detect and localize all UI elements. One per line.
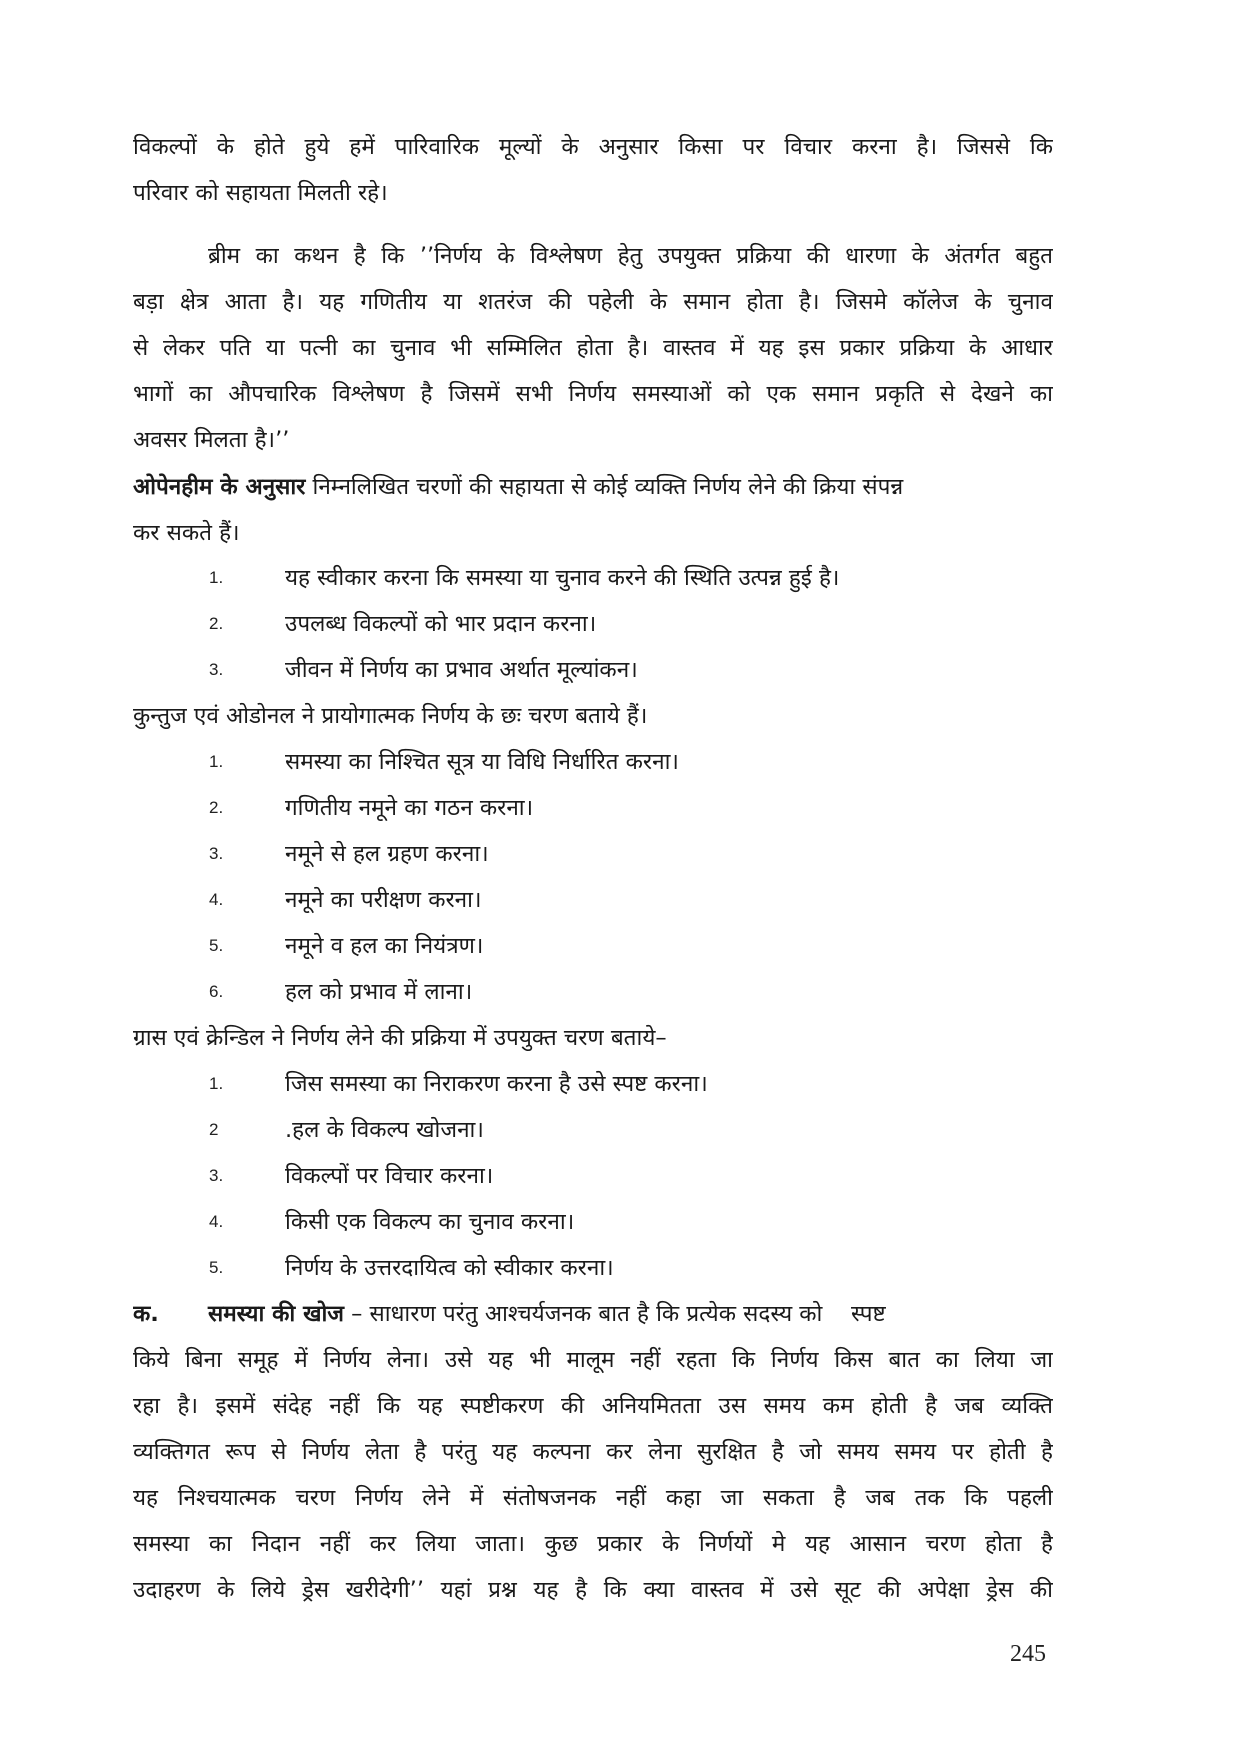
list-item: .हल के विकल्प खोजना। bbox=[285, 1117, 484, 1143]
list-number: 2 bbox=[209, 1120, 219, 1139]
list-number: 2. bbox=[209, 614, 224, 633]
list-item: किसी एक विकल्प का चुनाव करना। bbox=[285, 1209, 575, 1235]
list-item: जिस समस्या का निराकरण करना है उसे स्पष्ट करना। bbox=[285, 1071, 708, 1097]
list-number: 3. bbox=[209, 1166, 224, 1185]
list-number: 2. bbox=[209, 798, 224, 817]
paragraph-line: भागों का औपचारिक विश्लेषण है जिसमें सभी निर्णय समस्याओं को एक समान प्रकृति से देखने का bbox=[133, 381, 1053, 407]
section-title: समस्या की खोज bbox=[208, 1301, 344, 1327]
list-number: 5. bbox=[209, 936, 224, 955]
paragraph-line: परिवार को सहायता मिलती रहे। bbox=[133, 180, 388, 206]
paragraph-line: विकल्पों के होते हुये हमें पारिवारिक मूल्यों के अनुसार किसा पर विचार करना है। जिससे कि bbox=[133, 134, 1053, 160]
list-item: नमूने का परीक्षण करना। bbox=[285, 887, 482, 913]
list-item: नमूने से हल ग्रहण करना। bbox=[285, 841, 489, 867]
paragraph-line: रहा है। इसमें संदेह नहीं कि यह स्पष्टीकरण की अनियमितता उस समय कम होती है जब व्यक्ति bbox=[133, 1393, 1053, 1419]
list-number: 3. bbox=[209, 660, 224, 679]
paragraph-line: ग्रास एवं क्रेन्डिल ने निर्णय लेने की प्रक्रिया में उपयुक्त चरण बताये– bbox=[133, 1025, 667, 1051]
paragraph-text: निम्नलिखित चरणों की सहायता से कोई व्यक्ति निर्णय लेने की क्रिया संपन्न bbox=[305, 474, 904, 500]
list-item: निर्णय के उत्तरदायित्व को स्वीकार करना। bbox=[285, 1255, 614, 1281]
list-number: 4. bbox=[209, 1212, 224, 1231]
paragraph-line: अवसर मिलता है।’’ bbox=[133, 427, 290, 453]
list-item: यह स्वीकार करना कि समस्या या चुनाव करने की स्थिति उत्पन्न हुई है। bbox=[285, 565, 840, 591]
paragraph-line: उदाहरण के लिये ड्रेस खरीदेगी’’ यहां प्रश्न यह है कि क्या वास्तव में उसे सूट की अपेक्षा ड्रेस की bbox=[133, 1577, 1053, 1603]
section-marker: क. bbox=[133, 1301, 159, 1327]
bold-heading: ओपेनहीम के अनुसार bbox=[133, 474, 306, 500]
list-number: 3. bbox=[209, 844, 224, 863]
paragraph-line: किये बिना समूह में निर्णय लेना। उसे यह भी मालूम नहीं रहता कि निर्णय किस बात का लिया जा bbox=[133, 1347, 1053, 1373]
paragraph-line: यह निश्चयात्मक चरण निर्णय लेने में संतोषजनक नहीं कहा जा सकता है जब तक कि पहली bbox=[133, 1485, 1053, 1511]
paragraph-line: कर सकते हैं। bbox=[133, 520, 240, 546]
paragraph-line: बड़ा क्षेत्र आता है। यह गणितीय या शतरंज की पहेली के समान होता है। जिसमे कॉलेज के चुनाव bbox=[133, 289, 1053, 315]
list-item: जीवन में निर्णय का प्रभाव अर्थात मूल्यांकन। bbox=[285, 657, 638, 683]
list-number: 5. bbox=[209, 1258, 224, 1277]
paragraph-line bbox=[133, 464, 1053, 510]
list-item: उपलब्ध विकल्पों को भार प्रदान करना। bbox=[285, 611, 597, 637]
list-number: 1. bbox=[209, 752, 224, 771]
list-item: नमूने व हल का नियंत्रण। bbox=[285, 933, 484, 959]
paragraph-line: से लेकर पति या पत्नी का चुनाव भी सम्मिलित होता है। वास्तव में यह इस प्रकार प्रक्रिया के आधार bbox=[133, 335, 1053, 361]
list-number: 6. bbox=[209, 982, 224, 1001]
list-number: 4. bbox=[209, 890, 224, 909]
paragraph-text: – साधारण परंतु आश्चर्यजनक बात है कि प्रत्येक सदस्य को स्पष्ट bbox=[344, 1301, 886, 1327]
list-item: हल को प्रभाव में लाना। bbox=[285, 979, 473, 1005]
list-item: गणितीय नमूने का गठन करना। bbox=[285, 795, 534, 821]
paragraph-line: समस्या का निदान नहीं कर लिया जाता। कुछ प्रकार के निर्णयों मे यह आसान चरण होता है bbox=[133, 1531, 1053, 1557]
page-number: 245 bbox=[1010, 1641, 1046, 1667]
list-number: 1. bbox=[209, 1074, 224, 1093]
paragraph-line: व्यक्तिगत रूप से निर्णय लेता है परंतु यह कल्पना कर लेना सुरक्षित है जो समय समय पर होती है bbox=[133, 1439, 1053, 1465]
section-heading-line bbox=[133, 1291, 1053, 1337]
paragraph-line: ब्रीम का कथन है कि ’’निर्णय के विश्लेषण हेतु उपयुक्त प्रक्रिया की धारणा के अंतर्गत बहुत bbox=[208, 243, 1053, 269]
list-item: विकल्पों पर विचार करना। bbox=[285, 1163, 494, 1189]
list-item: समस्या का निश्चित सूत्र या विधि निर्धारित करना। bbox=[285, 749, 679, 775]
list-number: 1. bbox=[209, 568, 224, 587]
paragraph-line: कुन्तुज एवं ओडोनल ने प्रायोगात्मक निर्णय के छः चरण बताये हैं। bbox=[133, 703, 648, 729]
